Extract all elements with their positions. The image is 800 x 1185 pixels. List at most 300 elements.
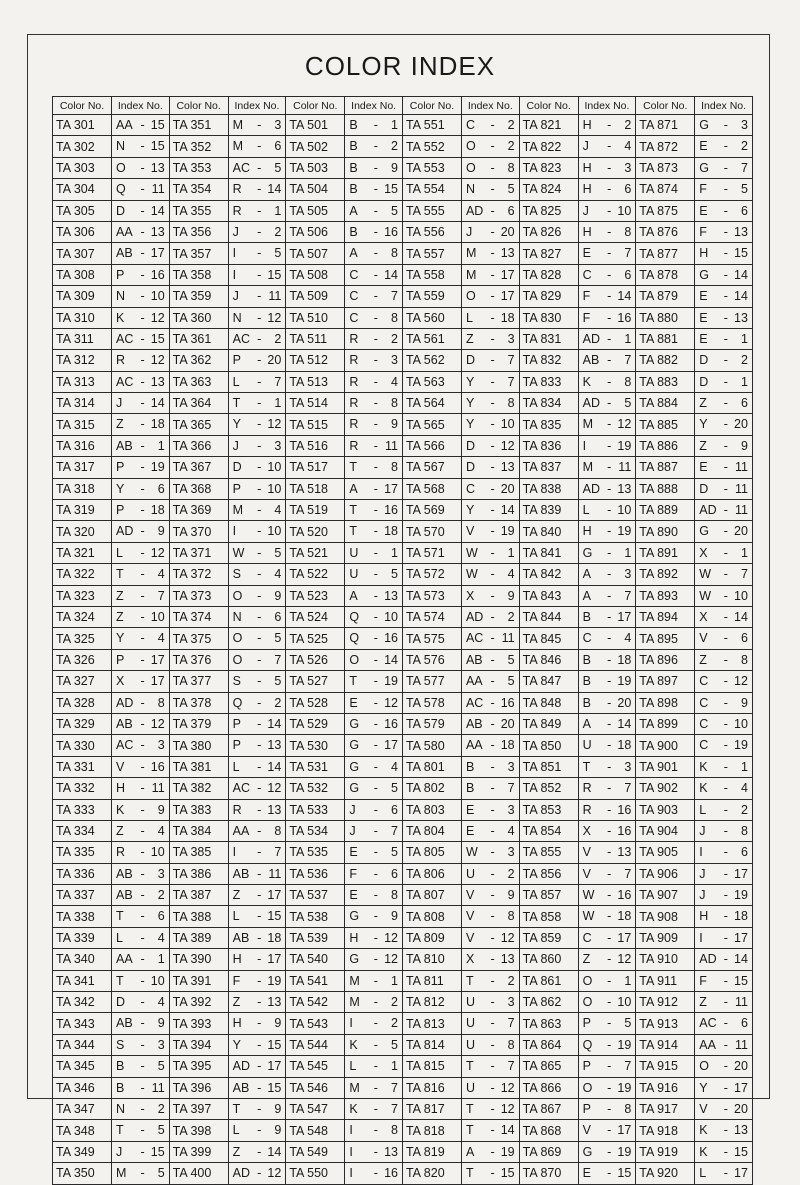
index-letter: X — [699, 609, 708, 624]
index-no-cell — [461, 500, 519, 521]
color-no-cell: TA 574 — [402, 606, 461, 627]
index-number: 2 — [507, 139, 515, 154]
index-separator: - — [373, 995, 378, 1010]
index-separator: - — [723, 609, 728, 624]
index-separator: - — [607, 845, 612, 860]
index-separator: - — [257, 503, 262, 518]
index-letter: AB — [465, 652, 483, 667]
index-no-cell — [228, 435, 286, 456]
index-number: 7 — [624, 1059, 632, 1074]
index-number: 7 — [391, 1101, 398, 1116]
index-no-cell — [578, 307, 636, 328]
index-letter: AB — [116, 866, 133, 881]
index-number: 3 — [157, 866, 165, 881]
index-separator: - — [607, 823, 612, 838]
index-separator: - — [490, 460, 495, 475]
color-no-cell: TA 555 — [402, 200, 461, 221]
index-no-cell — [112, 970, 170, 991]
index-separator: - — [373, 224, 378, 239]
color-no-cell: TA 338 — [53, 906, 112, 927]
index-separator: - — [490, 716, 495, 731]
color-no-cell: TA 505 — [286, 200, 345, 221]
color-no-cell: TA 392 — [169, 992, 228, 1013]
color-no-cell: TA 571 — [402, 542, 461, 563]
color-no-cell: TA 873 — [636, 157, 695, 178]
table-row — [53, 564, 753, 585]
color-no-cell: TA 323 — [53, 585, 112, 606]
index-letter: E — [582, 1166, 591, 1181]
index-no-cell — [578, 414, 636, 435]
index-letter: B — [582, 609, 591, 624]
color-no-cell: TA 899 — [636, 713, 695, 734]
index-separator: - — [140, 160, 145, 175]
index-letter: G — [582, 1144, 593, 1159]
table-row — [53, 713, 753, 734]
index-number: 5 — [157, 1123, 165, 1138]
index-letter: U — [465, 1037, 475, 1052]
index-no-cell — [695, 885, 753, 906]
index-number: 6 — [274, 609, 282, 624]
index-number: 14 — [734, 267, 748, 282]
color-no-cell: TA 860 — [519, 949, 578, 970]
index-number: 14 — [267, 182, 282, 197]
color-no-cell: TA 857 — [519, 885, 578, 906]
index-number: 20 — [734, 524, 748, 539]
index-number: 12 — [150, 353, 165, 368]
index-no-cell — [112, 778, 170, 799]
index-no-cell — [695, 243, 753, 264]
color-no-cell: TA 536 — [286, 863, 345, 884]
index-separator: - — [607, 952, 612, 967]
index-number: 17 — [734, 1080, 748, 1095]
index-letter: O — [582, 973, 593, 988]
index-letter: H — [116, 781, 126, 796]
index-number: 7 — [274, 845, 282, 860]
index-number: 1 — [157, 952, 165, 967]
color-no-cell: TA 525 — [286, 628, 345, 649]
index-letter: G — [349, 738, 360, 753]
index-no-cell — [461, 307, 519, 328]
index-letter: K — [349, 1037, 358, 1052]
index-no-cell — [461, 863, 519, 884]
index-no-cell — [578, 457, 636, 478]
index-letter: V — [465, 524, 475, 539]
index-no-cell — [228, 949, 286, 970]
index-number: 9 — [274, 1101, 282, 1116]
index-no-cell — [345, 115, 403, 136]
index-no-cell — [461, 371, 519, 392]
index-separator: - — [607, 481, 612, 496]
index-letter: O — [349, 652, 360, 667]
index-separator: - — [373, 139, 378, 154]
index-no-cell — [461, 435, 519, 456]
color-no-cell: TA 365 — [169, 414, 228, 435]
index-separator: - — [607, 588, 612, 603]
index-no-cell — [695, 735, 753, 756]
index-no-cell — [345, 885, 403, 906]
index-number: 13 — [734, 310, 748, 325]
index-no-cell — [345, 521, 403, 542]
index-no-cell — [461, 1098, 519, 1119]
index-separator: - — [373, 909, 378, 924]
index-letter: T — [116, 909, 124, 924]
index-letter: E — [349, 888, 358, 903]
index-separator: - — [723, 695, 728, 710]
index-number: 9 — [507, 588, 515, 603]
color-no-cell: TA 370 — [169, 521, 228, 542]
color-no-cell: TA 511 — [286, 328, 345, 349]
color-no-cell: TA 303 — [53, 157, 112, 178]
index-separator: - — [723, 503, 728, 518]
index-letter: L — [465, 310, 473, 325]
table-row — [53, 606, 753, 627]
index-separator: - — [140, 246, 145, 261]
index-letter: M — [349, 995, 360, 1010]
index-separator: - — [490, 888, 495, 903]
index-number: 12 — [500, 1080, 515, 1095]
index-separator: - — [723, 631, 728, 646]
index-number: 4 — [157, 995, 165, 1010]
color-no-cell: TA 395 — [169, 1056, 228, 1077]
index-letter: Q — [349, 609, 360, 624]
color-no-cell: TA 856 — [519, 863, 578, 884]
color-no-cell: TA 840 — [519, 521, 578, 542]
index-number: 7 — [507, 1059, 515, 1074]
index-separator: - — [140, 1016, 145, 1031]
index-number: 7 — [507, 1016, 515, 1031]
index-letter: AA — [116, 224, 133, 239]
header-color-no: Color No. — [402, 97, 461, 115]
index-letter: M — [349, 973, 360, 988]
color-no-cell: TA 506 — [286, 221, 345, 242]
index-separator: - — [607, 545, 612, 560]
index-number: 14 — [150, 396, 165, 411]
index-number: 1 — [740, 331, 748, 346]
color-no-cell: TA 827 — [519, 243, 578, 264]
index-no-cell — [578, 606, 636, 627]
index-letter: R — [232, 802, 242, 817]
color-no-cell: TA 884 — [636, 393, 695, 414]
index-number: 8 — [624, 1101, 632, 1116]
index-number: 2 — [391, 995, 398, 1010]
index-separator: - — [607, 652, 612, 667]
color-no-cell: TA 890 — [636, 521, 695, 542]
color-no-cell: TA 534 — [286, 820, 345, 841]
color-no-cell: TA 831 — [519, 328, 578, 349]
index-no-cell — [112, 735, 170, 756]
color-no-cell: TA 356 — [169, 221, 228, 242]
index-letter: J — [699, 888, 706, 903]
index-number: 6 — [740, 631, 748, 646]
index-no-cell — [695, 286, 753, 307]
index-no-cell — [695, 521, 753, 542]
index-no-cell — [112, 371, 170, 392]
color-no-cell: TA 814 — [402, 1034, 461, 1055]
index-letter: W — [232, 545, 245, 560]
index-separator: - — [723, 1123, 728, 1138]
index-separator: - — [490, 845, 495, 860]
index-letter: B — [116, 1080, 125, 1095]
index-no-cell — [112, 756, 170, 777]
index-letter: Y — [699, 1080, 708, 1095]
index-no-cell — [578, 179, 636, 200]
index-letter: T — [349, 524, 357, 539]
index-letter: E — [699, 310, 708, 325]
index-number: 18 — [617, 738, 632, 753]
index-separator: - — [723, 845, 728, 860]
index-number: 20 — [734, 417, 748, 432]
index-number: 13 — [500, 460, 515, 475]
color-no-cell: TA 895 — [636, 628, 695, 649]
index-letter: G — [699, 267, 710, 282]
color-no-cell: TA 541 — [286, 970, 345, 991]
index-number: 17 — [500, 289, 515, 304]
index-letter: B — [349, 182, 358, 197]
color-no-cell: TA 560 — [402, 307, 461, 328]
color-no-cell: TA 549 — [286, 1141, 345, 1162]
color-no-cell: TA 909 — [636, 927, 695, 948]
color-no-cell: TA 340 — [53, 949, 112, 970]
index-no-cell — [228, 264, 286, 285]
index-no-cell — [228, 221, 286, 242]
color-no-cell: TA 501 — [286, 115, 345, 136]
index-number: 18 — [267, 930, 282, 945]
color-no-cell: TA 327 — [53, 671, 112, 692]
table-row — [53, 393, 753, 414]
index-letter: J — [349, 802, 356, 817]
color-no-cell: TA 810 — [402, 949, 461, 970]
index-separator: - — [723, 781, 728, 796]
index-number: 6 — [157, 909, 165, 924]
index-number: 17 — [150, 246, 165, 261]
color-no-cell: TA 896 — [636, 649, 695, 670]
index-separator: - — [373, 1123, 378, 1138]
index-number: 8 — [507, 160, 515, 175]
index-no-cell — [112, 713, 170, 734]
index-separator: - — [723, 139, 728, 154]
color-no-cell: TA 575 — [402, 628, 461, 649]
index-separator: - — [140, 1059, 145, 1074]
index-number: 15 — [617, 1166, 632, 1181]
index-letter: W — [465, 567, 478, 582]
color-no-cell: TA 380 — [169, 735, 228, 756]
color-no-cell: TA 874 — [636, 179, 695, 200]
table-row — [53, 1034, 753, 1055]
index-letter: B — [116, 1059, 125, 1074]
index-no-cell — [578, 949, 636, 970]
index-no-cell — [345, 992, 403, 1013]
index-no-cell — [695, 906, 753, 927]
color-no-cell: TA 580 — [402, 735, 461, 756]
table-row — [53, 542, 753, 563]
index-letter: P — [116, 503, 125, 518]
index-letter: X — [465, 588, 475, 603]
color-no-cell: TA 533 — [286, 799, 345, 820]
index-letter: F — [582, 310, 591, 325]
index-no-cell — [345, 179, 403, 200]
index-no-cell — [695, 157, 753, 178]
index-letter: Z — [116, 823, 124, 838]
index-no-cell — [461, 1163, 519, 1184]
index-no-cell — [578, 863, 636, 884]
index-number: 8 — [157, 695, 165, 710]
index-separator: - — [373, 267, 378, 282]
index-no-cell — [228, 243, 286, 264]
index-letter: X — [116, 674, 125, 689]
index-number: 1 — [274, 396, 282, 411]
index-number: 10 — [617, 203, 632, 218]
index-number: 1 — [624, 973, 632, 988]
table-row — [53, 457, 753, 478]
index-no-cell — [461, 1141, 519, 1162]
index-letter: AD — [465, 609, 484, 624]
index-number: 20 — [734, 1101, 748, 1116]
index-number: 13 — [150, 224, 165, 239]
index-no-cell — [461, 328, 519, 349]
index-separator: - — [723, 652, 728, 667]
index-separator: - — [607, 267, 612, 282]
color-no-cell: TA 516 — [286, 435, 345, 456]
index-no-cell — [695, 992, 753, 1013]
index-number: 7 — [274, 652, 282, 667]
index-letter: N — [116, 1101, 126, 1116]
index-no-cell — [461, 350, 519, 371]
index-separator: - — [723, 267, 728, 282]
color-no-cell: TA 523 — [286, 585, 345, 606]
index-no-cell — [345, 264, 403, 285]
color-no-cell: TA 373 — [169, 585, 228, 606]
color-no-cell: TA 557 — [402, 243, 461, 264]
index-letter: T — [465, 1059, 474, 1074]
table-row — [53, 756, 753, 777]
table-row — [53, 820, 753, 841]
index-number: 11 — [501, 631, 515, 646]
index-separator: - — [490, 631, 495, 646]
index-letter: B — [349, 118, 358, 132]
index-separator: - — [373, 845, 378, 860]
index-letter: V — [582, 866, 591, 881]
index-separator: - — [723, 1059, 728, 1074]
index-no-cell — [578, 1141, 636, 1162]
index-separator: - — [257, 224, 262, 239]
index-no-cell — [695, 264, 753, 285]
color-no-cell: TA 321 — [53, 542, 112, 563]
index-separator: - — [373, 331, 378, 346]
index-letter: U — [465, 1016, 475, 1031]
color-no-cell: TA 342 — [53, 992, 112, 1013]
index-number: 11 — [734, 503, 748, 518]
index-separator: - — [490, 417, 495, 432]
index-no-cell — [578, 756, 636, 777]
index-number: 13 — [267, 802, 282, 817]
index-number: 5 — [274, 246, 282, 261]
index-letter: T — [116, 973, 124, 988]
index-number: 11 — [151, 182, 165, 197]
index-separator: - — [490, 267, 495, 282]
index-number: 4 — [274, 503, 282, 518]
index-number: 2 — [391, 331, 398, 346]
color-no-cell: TA 903 — [636, 799, 695, 820]
index-letter: X — [465, 952, 475, 967]
index-number: 17 — [734, 930, 748, 945]
color-no-cell: TA 335 — [53, 842, 112, 863]
index-separator: - — [723, 353, 728, 368]
color-no-cell: TA 809 — [402, 927, 461, 948]
color-no-cell: TA 341 — [53, 970, 112, 991]
index-no-cell — [228, 820, 286, 841]
index-separator: - — [140, 588, 145, 603]
color-no-cell: TA 320 — [53, 521, 112, 542]
index-number: 13 — [617, 845, 632, 860]
index-number: 3 — [624, 567, 632, 582]
index-no-cell — [228, 842, 286, 863]
color-no-cell: TA 569 — [402, 500, 461, 521]
index-number: 4 — [391, 759, 398, 774]
index-no-cell — [461, 1056, 519, 1077]
color-no-cell: TA 319 — [53, 500, 112, 521]
color-no-cell: TA 386 — [169, 863, 228, 884]
index-no-cell — [578, 1098, 636, 1119]
color-no-cell: TA 393 — [169, 1013, 228, 1034]
table-row — [53, 1098, 753, 1119]
color-no-cell: TA 343 — [53, 1013, 112, 1034]
index-separator: - — [723, 866, 728, 881]
index-letter: T — [465, 1166, 474, 1181]
color-no-cell: TA 347 — [53, 1098, 112, 1119]
index-letter: G — [349, 909, 360, 924]
index-no-cell — [345, 606, 403, 627]
index-separator: - — [490, 973, 495, 988]
color-no-cell: TA 538 — [286, 906, 345, 927]
index-number: 12 — [617, 952, 632, 967]
index-letter: H — [699, 246, 709, 261]
index-separator: - — [607, 118, 612, 132]
index-separator: - — [257, 802, 262, 817]
index-letter: P — [116, 652, 125, 667]
index-number: 18 — [150, 417, 165, 432]
index-letter: Y — [465, 396, 475, 411]
table-row — [53, 692, 753, 713]
index-number: 8 — [507, 1037, 515, 1052]
index-number: 8 — [740, 823, 748, 838]
color-no-cell: TA 400 — [169, 1163, 228, 1184]
index-no-cell — [228, 157, 286, 178]
index-no-cell — [345, 1013, 403, 1034]
index-separator: - — [373, 888, 378, 903]
index-separator: - — [257, 460, 262, 475]
index-number: 1 — [507, 545, 515, 560]
color-no-cell: TA 514 — [286, 393, 345, 414]
color-no-cell: TA 376 — [169, 649, 228, 670]
color-no-cell: TA 563 — [402, 371, 461, 392]
color-no-cell: TA 918 — [636, 1120, 695, 1141]
index-letter: L — [116, 545, 123, 560]
index-letter: Z — [465, 331, 474, 346]
index-letter: AB — [232, 866, 250, 881]
index-separator: - — [140, 738, 145, 753]
index-letter: J — [116, 1144, 123, 1159]
index-separator: - — [140, 845, 145, 860]
index-separator: - — [373, 524, 378, 539]
index-letter: A — [582, 588, 591, 603]
index-separator: - — [490, 802, 495, 817]
index-no-cell — [461, 157, 519, 178]
index-no-cell — [578, 885, 636, 906]
color-no-cell: TA 309 — [53, 286, 112, 307]
index-letter: P — [116, 460, 125, 475]
index-letter: J — [349, 823, 356, 838]
color-no-cell: TA 548 — [286, 1120, 345, 1141]
